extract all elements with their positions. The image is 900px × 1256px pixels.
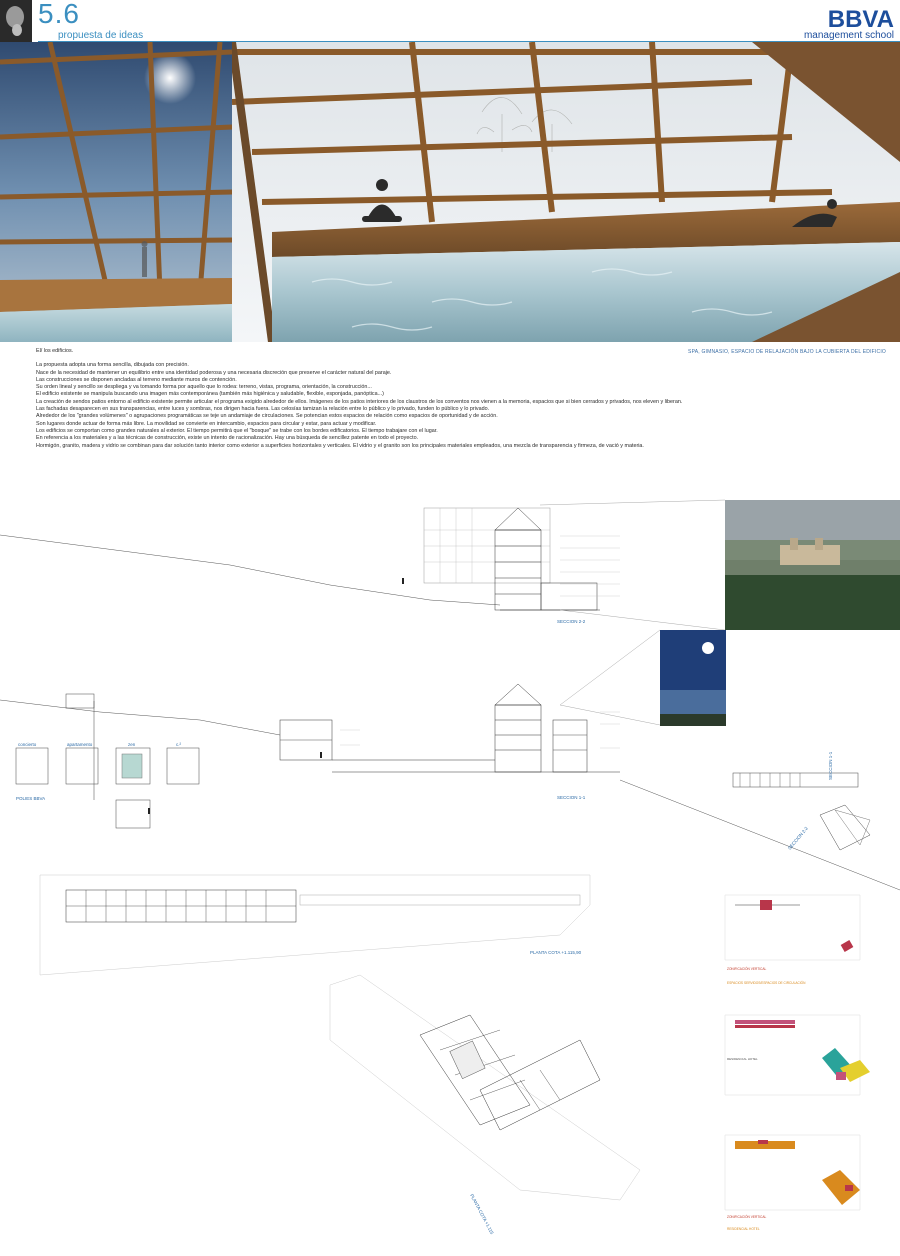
description-paragraph: Las construcciones se disponen ancladas al terreno mediante muros de contención.	[36, 376, 237, 383]
scale-figure	[402, 578, 404, 584]
rooms-caption: POLIES BBVA	[16, 796, 46, 801]
label-section-2-2-plan: SECCION 2-2	[786, 825, 809, 851]
room-label-concierto: concierto	[18, 742, 37, 747]
terrain-line	[0, 700, 280, 735]
site-plan-right	[733, 773, 870, 850]
label-plan-upper: PLANTA COTA +1.115,90	[530, 950, 582, 955]
render-pool-spa-image	[232, 42, 900, 342]
brand-logo: BBVA	[827, 6, 894, 33]
plate-title: propuesta de ideas	[58, 30, 144, 41]
description-paragraph: Los edificios se comportan como grandes naturales al exterior. El tiempo permitirá que el "bosque" se trabe con los bordes edificatorios. El tiempo trabajare con el lugar.	[36, 427, 438, 434]
render-caption: SPA, GIMNASIO, ESPACIO DE RELAJACIÓN BAJO LA CUBIERTA DEL EDIFICIO	[688, 349, 886, 355]
terrain-line	[620, 780, 900, 890]
room-label-apartamento: apartamento	[67, 742, 93, 747]
terrain-line	[0, 535, 500, 605]
description-paragraph: El edificio existente se manipula buscando una imagen más contemporánea (también más higiénica y saludable, flexible, esponjada, panóptica...)	[36, 391, 384, 398]
label-plan-lower: PLANTA COTA +1.115	[469, 1193, 495, 1236]
description-paragraph: Nace de la necesidad de mantener un equilibrio entre una identidad poderosa y una necesaria discreción que preserve el carácter natural del paraje.	[36, 369, 392, 376]
render-pool-spa	[232, 42, 900, 342]
description-paragraph: Su orden lineal y sencillo se despliega y va tomando forma por aquello que lo rodea: terreno, vistas, programa, orientación, la construcción...	[36, 384, 372, 391]
description-paragraph: Hormigón, granito, madera y vidrio se combinan para dar solución tanto interior como exterior a superficies horizontales y verticales. El vidrio y el granito son los principales materiales empleados, una mezcla de transparencia y firmeza, de vació y materia.	[36, 442, 644, 449]
legend-diagram-3-sub: RESIDENCIAL HOTEL	[727, 1227, 760, 1231]
legend-diagram-2-title: RESIDENCIAL HOTEL	[727, 1057, 758, 1061]
legend-diagram-1-title: ZONIFICACIÓN VERTICAL	[727, 967, 767, 971]
render-roof-interior	[0, 42, 232, 342]
description-paragraph: Las fachadas desaparecen en sus transparencias, entre luces y sombras, nos dirigen hacia fuera. Las celosías tamizan la relación entre lo público y lo privado, funden lo público y lo privado.	[36, 406, 490, 413]
description-paragraph: La propuesta adopta una forma sencilla, dibujada con precisión.	[36, 362, 189, 369]
description-paragraph: En referencia a los materiales y a las técnicas de construcción, existe un intento de racionalización. Hay una búsqueda de sencillez patente en todo el proyecto.	[36, 435, 419, 442]
logo-image	[0, 0, 32, 42]
scale-figure	[148, 808, 150, 814]
drawings-canvas	[0, 470, 900, 1251]
description-heading: El/ los edificios.	[36, 348, 74, 354]
label-section-1-1-plan: SECCION 1-1	[828, 751, 833, 780]
zoning-diagram-2	[725, 1015, 870, 1095]
plate-number: 5.6	[38, 0, 80, 29]
zoning-diagram-3	[725, 1135, 860, 1210]
section-2-2-drawing	[424, 508, 620, 610]
architectural-drawings	[0, 470, 900, 1251]
zoning-diagram-1	[725, 895, 860, 960]
description-paragraph: Son lugares donde actuar de forma más libre. La movilidad se convierte en intercambio, espacios para circular y estar, para actuar y modificar.	[36, 420, 377, 427]
floor-plan-upper	[40, 875, 590, 975]
room-label-c2: c.²	[176, 742, 181, 747]
photo-landscape	[725, 500, 900, 630]
floor-plan-lower	[330, 975, 640, 1200]
section-1-1-drawing	[280, 684, 620, 772]
description-paragraph: La creación de sendos patios entorno al edificio existente permite articular el programa exigido alrededor de ellos. Imágenes de los patios interiores de los claustros de los conventos nos vienen a la memoria, espacios que si bien cerrados y privados, nos eleven y liberan.	[36, 398, 683, 405]
legend-diagram-3-title: ZONIFICACIÓN VERTICAL	[727, 1215, 767, 1219]
label-section-1-1: SECCION 1-1	[557, 795, 586, 800]
photo-sun-sky	[660, 630, 726, 726]
description-paragraph: Alrededor de los "grandes volúmenes" o agrupaciones programáticas se teje un andamiaje de circulaciones. Se potencian estos espacios de relación como espacios de oportunidad y de acción.	[36, 413, 498, 420]
brand-subtitle: management school	[803, 30, 894, 41]
label-section-2-2: SECCION 2-2	[557, 619, 586, 624]
render-roof-interior-image	[0, 42, 232, 342]
project-description	[36, 348, 816, 450]
legend-diagram-1-sub: ESPACIOS SERVIDOS/ESPACIOS DE CIRCULACIÓN	[727, 981, 806, 985]
room-label-zen: zen	[128, 742, 136, 747]
room-plans	[16, 694, 199, 828]
scale-figure	[320, 752, 322, 758]
